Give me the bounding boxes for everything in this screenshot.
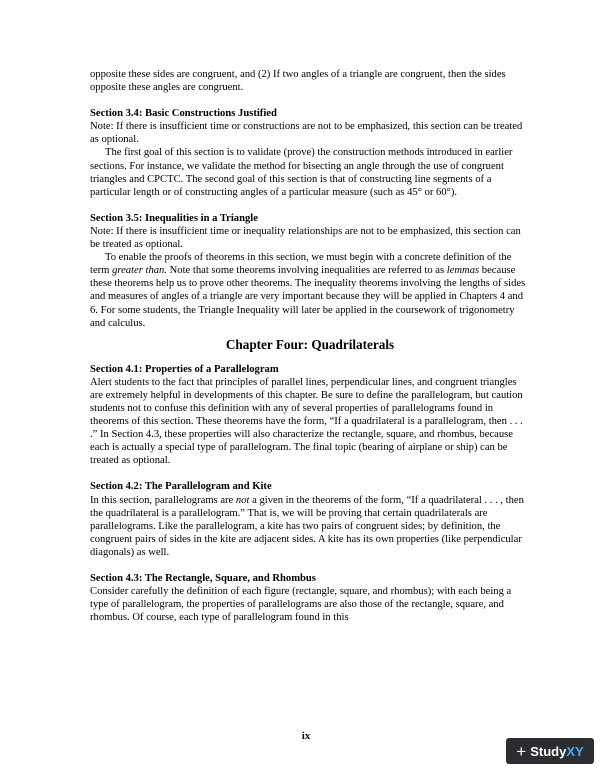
section-3-4-heading: Section 3.4: Basic Constructions Justified bbox=[90, 108, 277, 120]
section-4-2-heading: Section 4.2: The Parallelogram and Kite bbox=[90, 481, 272, 493]
plus-icon: + bbox=[516, 741, 527, 761]
intro-paragraph: opposite these sides are congruent, and (2) If two angles of a triangle are congruent, then the sides opposite these angles are congruent. bbox=[90, 69, 506, 94]
section-3-5-heading: Section 3.5: Inequalities in a Triangle bbox=[90, 212, 258, 224]
section-4-3-heading: Section 4.3: The Rectangle, Square, and Rhombus bbox=[90, 573, 316, 584]
term-greater-than: greater than. bbox=[112, 265, 167, 277]
term-lemmas: lemmas bbox=[446, 265, 480, 277]
term-not: not bbox=[235, 494, 250, 506]
page-number: ix bbox=[301, 731, 311, 742]
brand-study: Study bbox=[530, 743, 567, 759]
section-3-5-body: To enable the proofs of theorems in this section, we must begin with a concrete definition of the term greater than. Note that some theorems involving inequalities are referred to as lemmas because these theorems help us to prove other theorems. The inequality theorems involving the lengths of sides and measures of angles of a triangle are very important because they will be applied in Chapters 4 and 6. For some students, the Triangle Inequality will later be applied in the coursework of trigonometry and calculus. bbox=[90, 252, 526, 329]
section-4-1-heading: Section 4.1: Properties of a Parallelogram bbox=[90, 363, 279, 375]
section-3-4-note: Note: If there is insufficient time or constructions are not to be emphasized, this section can be treated as optional. bbox=[90, 121, 523, 146]
section-4-2-body: In this section, parallelograms are not a given in the theorems of the form, “If a quadrilateral . . . , then the quadrilateral is a parallelogram.” That is, we will be proving that certain quadrilaterals are parallelograms. Like the parallelogram, a kite has two pairs of congruent sides; by definition, the congruent pairs of sides in the kite are adjacent sides. A kite has its own properties (like perpendicular diagonals) as well. bbox=[90, 494, 524, 558]
page-content bbox=[90, 68, 530, 624]
section-4-1-body: Alert students to the fact that principles of parallel lines, perpendicular lines, and congruent triangles are extremely helpful in developments of this chapter. Be sure to define the parallelogram, but caution students not to confuse this definition with any of several properties of parallelograms found in theorems of this section. These theorems have the form, “If a quadrilateral is a parallelogram, then . . . .” In Section 4.3, these properties will also characterize the rectangle, square, and rhombus, because each is actually a special type of parallelogram. The final topic (bearing of airplane or ship) can be treated as optional. bbox=[90, 376, 523, 467]
section-3-5-note: Note: If there is insufficient time or inequality relationships are not to be emphasized, this section can be treated as optional. bbox=[90, 225, 521, 251]
chapter-title: Chapter Four: Quadrilaterals bbox=[225, 336, 395, 352]
section-4-3-body: Consider carefully the definition of each figure (rectangle, square, and rhombus); with each being a type of parallelogram, the properties of parallelograms are also those of the rectangle, square, and rhombus. Of course, each type of parallelogram found in this bbox=[90, 586, 512, 624]
brand-xy: XY bbox=[566, 743, 584, 759]
section-3-4-body: The first goal of this section is to validate (prove) the construction methods introduced in earlier sections. For instance, we validate the method for bisecting an angle through the use of congruent triangles and CPCTC. The second goal of this section is that of constructing line segments of a particular length or of constructing angles of a particular measure (such as 45° or 60°). bbox=[90, 147, 513, 198]
studyxy-logo[interactable] bbox=[506, 738, 594, 764]
